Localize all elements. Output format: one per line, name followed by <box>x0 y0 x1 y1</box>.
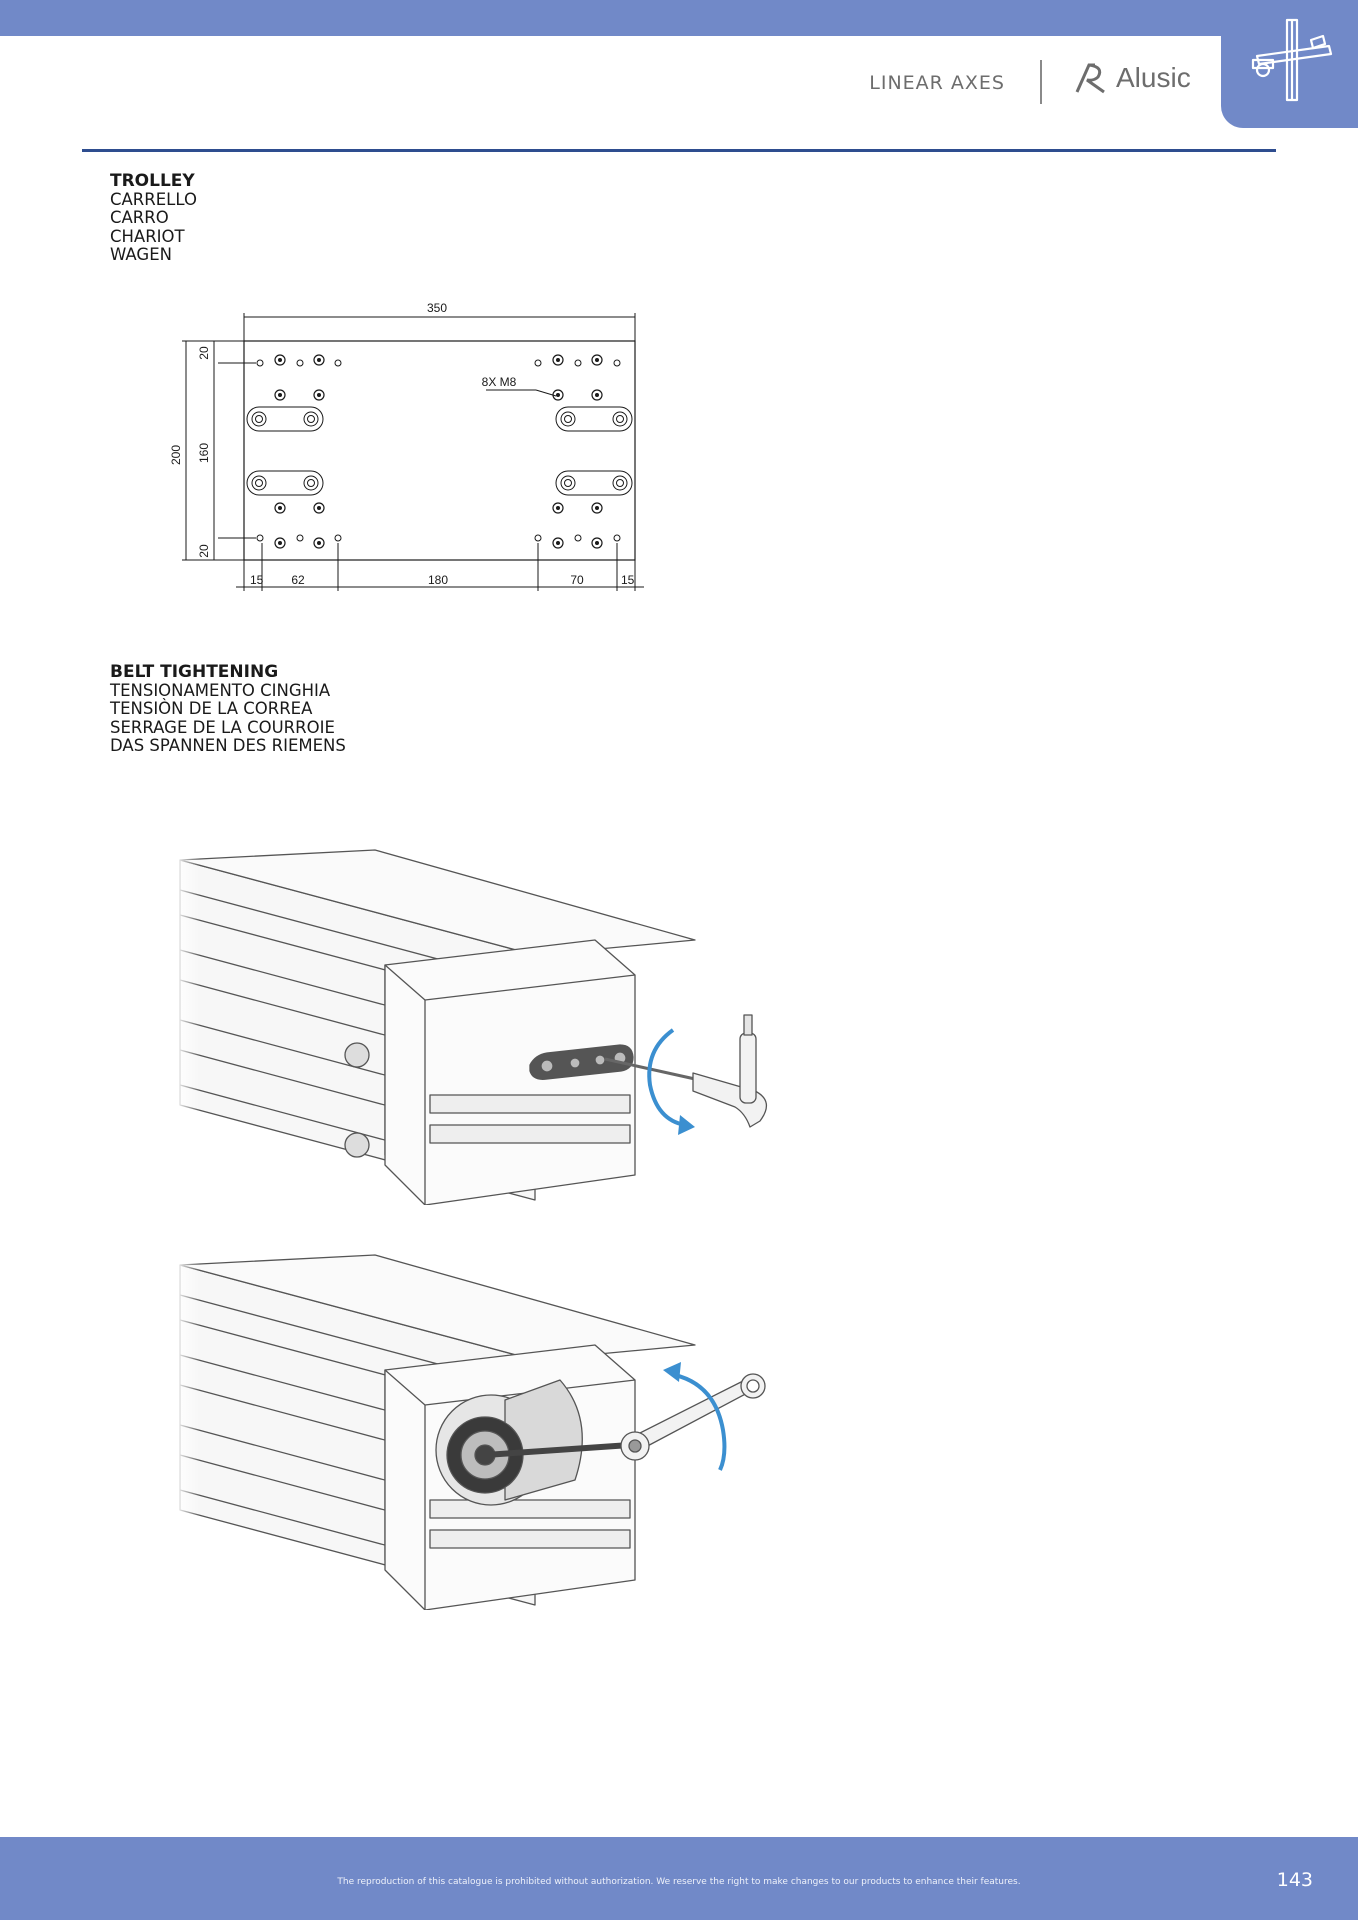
trolley-technical-drawing <box>160 295 660 600</box>
trolley-heading <box>110 172 197 265</box>
section-title: LINEAR AXES <box>869 72 1005 94</box>
dim-bottom: 180 <box>427 573 449 587</box>
dim-overall-length: 350 <box>426 301 448 315</box>
header-divider <box>1040 60 1042 104</box>
trolley-translation: CARRELLO <box>110 189 197 209</box>
trolley-translation: CARRO <box>110 208 169 227</box>
belt-heading <box>110 663 346 756</box>
dim-inner-width: 160 <box>197 442 211 464</box>
thread-callout: 8X M8 <box>481 375 517 389</box>
dim-bottom: 15 <box>621 573 635 587</box>
hex-key-adjustment-illustration <box>175 845 775 1205</box>
section-tab <box>1221 0 1358 128</box>
belt-translation: SERRAGE DE LA COURROIE <box>110 717 335 737</box>
dim-bottom: 15 <box>250 573 264 587</box>
belt-translation: DAS SPANNEN DES RIEMENS <box>110 736 346 755</box>
belt-title: BELT TIGHTENING <box>110 662 279 682</box>
belt-translation: TENSIÒN DE LA CORREA <box>110 699 313 718</box>
brand-name: Alusic <box>1116 62 1191 93</box>
dim-edge-top: 20 <box>197 346 211 360</box>
wrench-tightening-illustration <box>175 1250 775 1610</box>
trolley-translation: WAGEN <box>110 245 172 264</box>
header-rule <box>82 149 1276 152</box>
dim-overall-width: 200 <box>169 444 183 466</box>
footer-bar <box>0 1837 1358 1920</box>
alusic-logo-icon <box>1074 62 1108 94</box>
trolley-title: TROLLEY <box>110 171 195 191</box>
header-bar <box>0 0 1358 36</box>
belt-translation: TENSIONAMENTO CINGHIA <box>110 680 331 700</box>
dim-bottom: 70 <box>570 573 584 587</box>
linear-axis-icon <box>1251 14 1335 106</box>
page-number: 143 <box>1276 1869 1313 1891</box>
footer-copyright-note: The reproduction of this catalogue is prohibited without authorization. We reserve the right to make changes to our products to enhance their features. <box>337 1877 1021 1887</box>
trolley-translation: CHARIOT <box>110 226 185 246</box>
brand-logo <box>1074 62 1191 94</box>
dim-bottom: 62 <box>291 573 305 587</box>
dim-edge-bottom: 20 <box>197 544 211 558</box>
